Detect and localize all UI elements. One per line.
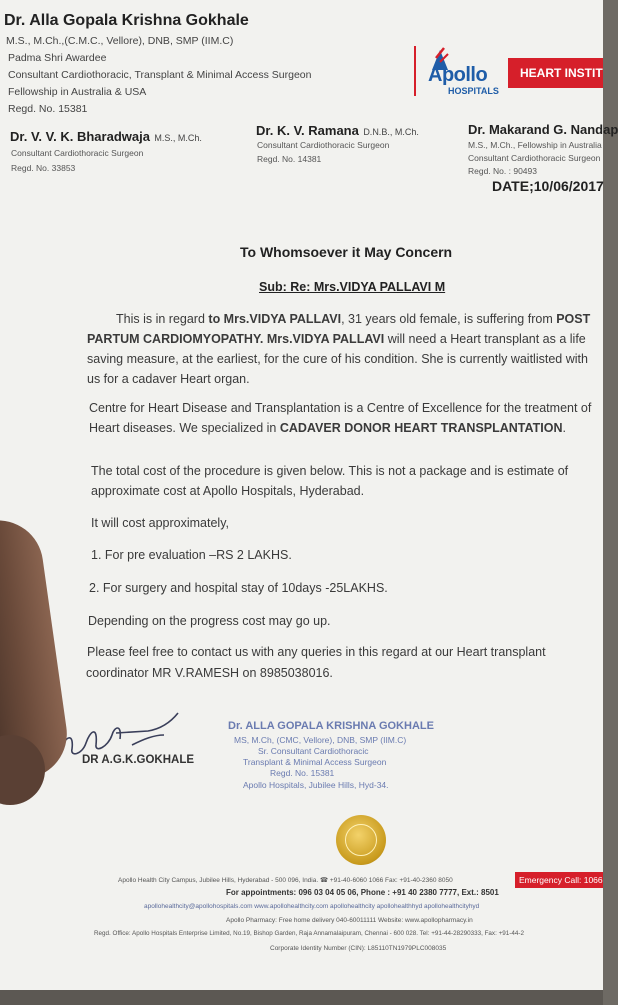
cost-intro: It will cost approximately, bbox=[91, 516, 230, 530]
contact-line-2: coordinator MR V.RAMESH on 8985038016. bbox=[86, 666, 333, 680]
doctor-regd: Regd. No. 33853 bbox=[11, 163, 76, 173]
doctor-quals: D.N.B., M.Ch. bbox=[363, 127, 419, 137]
signed-name: DR A.G.K.GOKHALE bbox=[82, 754, 195, 766]
doctor-bharadwaja bbox=[10, 128, 202, 146]
doctor-name: Dr. V. V. K. Bharadwaja bbox=[10, 129, 150, 144]
chief-surgeon-award: Padma Shri Awardee bbox=[8, 52, 107, 64]
heart-institute-banner: HEART INSTIT bbox=[508, 58, 603, 88]
stamp-specialty: Transplant & Minimal Access Surgeon bbox=[243, 757, 387, 767]
doctor-regd: Regd. No. : 90493 bbox=[468, 166, 537, 176]
footer-address: Apollo Health City Campus, Jubilee Hills, Hyderabad - 500 096, India. ☎ +91-40-6060 1066 Fax: +91-40-2360 8050 bbox=[118, 877, 453, 884]
doctor-regd: Regd. No. 14381 bbox=[257, 154, 322, 164]
chief-surgeon-fellowship: Fellowship in Australia & USA bbox=[8, 86, 147, 98]
contact-line-1: Please feel free to contact us with any queries in this regard at our Heart transplant bbox=[87, 645, 546, 659]
doctor-title: Consultant Cardiothoracic Surgeon bbox=[11, 148, 144, 158]
apollo-logo-text: Apollo bbox=[428, 64, 488, 86]
background-strip bbox=[0, 990, 603, 1005]
paragraph-1-line-1: This is in regard to Mrs.VIDYA PALLAVI, 31 years old female, is suffering from POST bbox=[116, 312, 591, 326]
chief-surgeon-title: Consultant Cardiothoracic, Transplant & Minimal Access Surgeon bbox=[8, 69, 312, 81]
apollo-logo-subtext: HOSPITALS bbox=[448, 86, 499, 96]
footer-contacts: apollohealthcity@apollohospitals.com www.apollohealthcity.com apollohealthcity apollohealthhyd apollohealthcityhyd bbox=[144, 903, 480, 910]
letter-subject: Sub: Re: Mrs.VIDYA PALLAVI M bbox=[259, 280, 446, 294]
stamp-name: Dr. ALLA GOPALA KRISHNA GOKHALE bbox=[228, 720, 434, 732]
paragraph-3-line-2: approximate cost at Apollo Hospitals, Hyderabad. bbox=[91, 484, 365, 498]
footer-appointments: For appointments: 096 03 04 05 06, Phone : +91 40 2380 7777, Ext.: 8501 bbox=[226, 888, 499, 897]
doctor-ramana bbox=[256, 122, 419, 140]
emergency-call-badge: Emergency Call: 1066 bbox=[515, 872, 603, 888]
stamp-address: Apollo Hospitals, Jubilee Hills, Hyd-34. bbox=[243, 780, 389, 790]
footer-cin: Corporate Identity Number (CIN): L85110TN1979PLC008035 bbox=[270, 945, 447, 952]
paragraph-1-line-2: PARTUM CARDIOMYOPATHY. Mrs.VIDYA PALLAVI will need a Heart transplant as a life bbox=[87, 332, 586, 346]
doctor-title: Consultant Cardiothoracic Surgeon bbox=[257, 140, 390, 150]
letter-date: DATE;10/06/2017 bbox=[492, 178, 604, 194]
doctor-name: Dr. K. V. Ramana bbox=[256, 123, 359, 138]
letter-title: To Whomsoever it May Concern bbox=[240, 244, 453, 260]
header-divider bbox=[414, 46, 416, 96]
cost-item-2: 2. For surgery and hospital stay of 10days -25LAKHS. bbox=[89, 581, 388, 595]
stamp-title: Sr. Consultant Cardiothoracic bbox=[258, 746, 369, 756]
chief-surgeon-quals: M.S., M.Ch.,(C.M.C., Vellore), DNB, SMP (IIM.C) bbox=[6, 35, 234, 47]
footer-pharmacy: Apollo Pharmacy: Free home delivery 040-60011111 Website: www.apollopharmacy.in bbox=[226, 917, 473, 924]
stamp-quals: MS, M.Ch, (CMC, Vellore), DNB, SMP (IIM.C) bbox=[234, 735, 407, 745]
paragraph-2-line-1: Centre for Heart Disease and Transplantation is a Centre of Excellence for the treatment of bbox=[89, 401, 592, 415]
apollo-logo bbox=[418, 46, 504, 96]
chief-surgeon-name: Dr. Alla Gopala Krishna Gokhale bbox=[4, 12, 249, 29]
cost-item-1: 1. For pre evaluation –RS 2 LAKHS. bbox=[91, 548, 292, 562]
accreditation-seal-icon bbox=[336, 815, 386, 865]
doctor-quals: M.S., M.Ch., Fellowship in Australia bbox=[468, 140, 602, 150]
progress-note: Depending on the progress cost may go up. bbox=[88, 614, 331, 628]
paragraph-3-line-1: The total cost of the procedure is given below. This is not a package and is estimate of bbox=[91, 464, 569, 478]
stamp-regd: Regd. No. 15381 bbox=[270, 768, 335, 778]
paragraph-2-line-2: Heart diseases. We specialized in CADAVER DONOR HEART TRANSPLANTATION. bbox=[89, 421, 566, 435]
doctor-nandap-name: Dr. Makarand G. Nandap bbox=[468, 122, 618, 137]
paragraph-1-line-4: us for a cadaver Heart organ. bbox=[87, 372, 250, 386]
doctor-title: Consultant Cardiothoracic Surgeon bbox=[468, 153, 601, 163]
footer-regd-office: Regd. Office: Apollo Hospitals Enterprise Limited, No.19, Bishop Garden, Raja Annamalaipuram, Chennai - 600 028. Tel: +91-44-28290333, Fax: +91-44-2 bbox=[94, 930, 524, 937]
paragraph-1-line-3: saving measure, at the earliest, for the cure of his condition. She is currently waitlisted with bbox=[87, 352, 588, 366]
chief-surgeon-regd: Regd. No. 15381 bbox=[8, 103, 88, 115]
doctor-quals: M.S., M.Ch. bbox=[154, 133, 202, 143]
